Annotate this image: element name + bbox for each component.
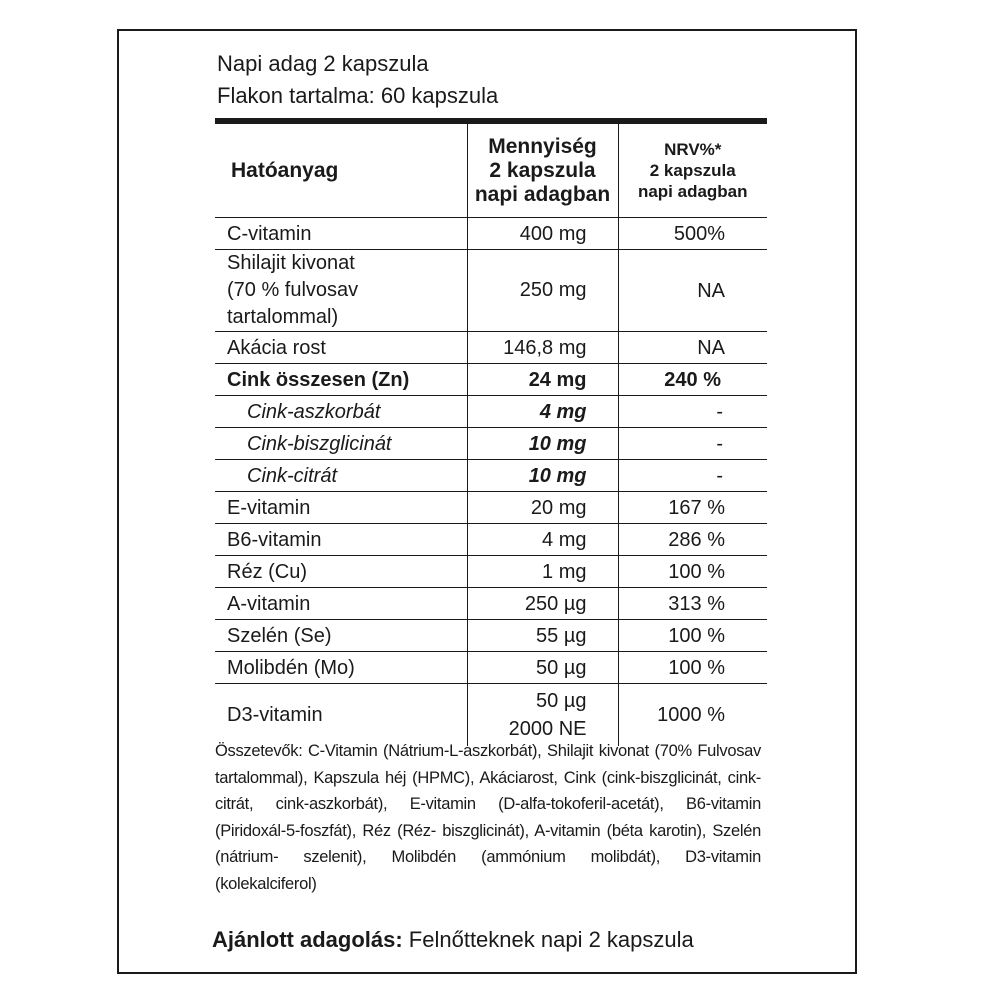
table-row — [215, 250, 767, 332]
ingredient-nrv: 500% — [618, 218, 767, 250]
table-row — [215, 620, 767, 652]
table-row — [215, 652, 767, 684]
table-row — [215, 556, 767, 588]
bottle-content-line: Flakon tartalma: 60 kapszula — [217, 83, 499, 108]
ingredient-amount: 20 mg — [467, 492, 618, 524]
ingredient-amount: 1 mg — [467, 556, 618, 588]
ingredient-name: Molibdén (Mo) — [215, 652, 467, 684]
ingredient-amount: 55 µg — [467, 620, 618, 652]
ingredient-nrv: NA — [618, 250, 767, 332]
table-row — [215, 396, 767, 428]
table-row — [215, 460, 767, 492]
table-row — [215, 492, 767, 524]
ingredient-nrv: 286 % — [618, 524, 767, 556]
ingredient-amount: 50 µg 2000 NE — [467, 684, 618, 746]
ingredient-nrv: 100 % — [618, 556, 767, 588]
ingredient-amount: 400 mg — [467, 218, 618, 250]
ingredient-name: Shilajit kivonat (70 % fulvosav tartalommal) — [215, 250, 467, 332]
table-row — [215, 684, 767, 746]
daily-dose-line: Napi adag 2 kapszula — [217, 51, 429, 76]
nutrition-table — [215, 124, 767, 746]
ingredient-nrv: - — [618, 460, 767, 492]
ingredient-nrv: 100 % — [618, 652, 767, 684]
ingredient-nrv: 100 % — [618, 620, 767, 652]
ingredient-amount: 4 mg — [467, 524, 618, 556]
ingredient-nrv: 167 % — [618, 492, 767, 524]
ingredients-text: Összetevők: C-Vitamin (Nátrium-L-aszkorbát), Shilajit kivonat (70% Fulvosav tartalommal), Kapszula héj (HPMC), Akáciarost, Cink (cink-biszglicinát, cink- citrát, cink-aszkorbát), E-vitamin (D-alfa-tokoferil-acetát), B6-vitamin (Piridoxál-5-foszfát), Réz (Réz- biszglicinát), A-vitamin (béta karotin), Szelén (nátrium- szelenit), Molibdén (ammónium molibdát), D3-vitamin (kolekalciferol) — [215, 742, 761, 893]
ingredient-name: C-vitamin — [215, 218, 467, 250]
ingredient-nrv: - — [618, 396, 767, 428]
ingredient-amount: 4 mg — [467, 396, 618, 428]
ingredient-name: A-vitamin — [215, 588, 467, 620]
ingredient-amount: 250 mg — [467, 250, 618, 332]
ingredient-name: Szelén (Se) — [215, 620, 467, 652]
ingredient-name: Cink-citrát — [215, 460, 467, 492]
ingredient-name: Cink-biszglicinát — [215, 428, 467, 460]
ingredient-amount: 24 mg — [467, 364, 618, 396]
ingredient-nrv: 1000 % — [657, 703, 725, 726]
ingredient-nrv: - — [618, 428, 767, 460]
nrv-column-header: NRV%* 2 kapszula napi adagban — [618, 124, 767, 218]
ingredient-name: E-vitamin — [215, 492, 467, 524]
ingredient-column-header: Hatóanyag — [215, 124, 467, 218]
ingredient-nrv: 313 % — [618, 588, 767, 620]
ingredient-amount: 250 µg — [467, 588, 618, 620]
ingredient-amount: 50 µg — [467, 652, 618, 684]
table-row — [215, 524, 767, 556]
ingredient-name: B6-vitamin — [215, 524, 467, 556]
table-row — [215, 218, 767, 250]
ingredient-name: Cink összesen (Zn) — [215, 364, 467, 396]
dosage-label: Ajánlott adagolás: — [212, 927, 403, 952]
ingredient-amount: 10 mg — [467, 460, 618, 492]
ingredient-nrv: 240 % — [618, 364, 767, 396]
ingredient-name: Réz (Cu) — [215, 556, 467, 588]
table-row — [215, 364, 767, 396]
table-row — [215, 588, 767, 620]
table-header-row — [215, 124, 767, 218]
table-row — [215, 332, 767, 364]
ingredient-amount: 10 mg — [467, 428, 618, 460]
ingredient-name: Akácia rost — [215, 332, 467, 364]
ingredient-name: Cink-aszkorbát — [215, 396, 467, 428]
amount-column-header: Mennyiség 2 kapszula napi adagban — [467, 124, 618, 218]
table-row — [215, 428, 767, 460]
ingredient-nrv: NA — [618, 332, 767, 364]
recommended-dosage — [212, 926, 694, 954]
dosage-text: Felnőtteknek napi 2 kapszula — [402, 927, 694, 952]
ingredient-amount: 146,8 mg — [467, 332, 618, 364]
ingredient-name: D3-vitamin — [227, 703, 323, 726]
